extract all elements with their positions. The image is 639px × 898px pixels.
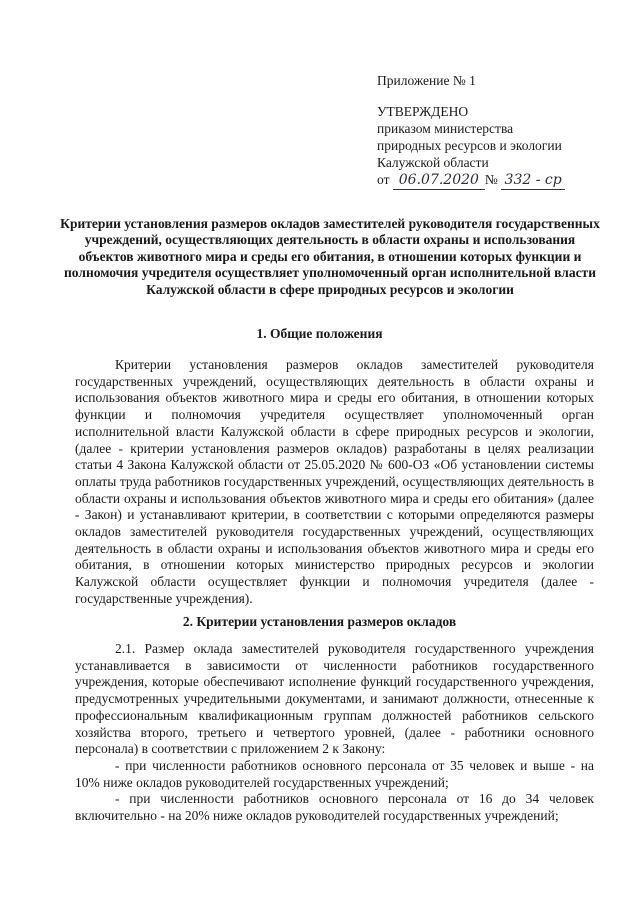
approval-line: Калужской области	[377, 155, 489, 170]
approved-label: УТВЕРЖДЕНО	[377, 104, 469, 119]
section-heading: 2. Критерии установления размеров окладов	[182, 614, 457, 629]
from-label: от	[377, 172, 390, 187]
approval-line: приказом министерства	[377, 121, 514, 136]
criteria-bullet: - при численности работников основного персонала от 16 до 34 человек включительно - на 20% ниже окладов руководителей государственных учреждений;	[75, 791, 594, 824]
order-date-number	[377, 171, 617, 190]
number-label: №	[484, 172, 498, 187]
section-paragraph: 2.1. Размер оклада заместителей руководителя государственного учреждения устанавливается в зависимости от численности работников государственного учреждения, которые обеспечивают исполнение функций государственного учреждения, предусмотренных учредительными документами, и занимают должности, отнесенные к профессиональным квалификационным группам должностей работников сельского хозяйства второго, третьего и четвертого уровней, (далее - работники основного персонала) в соответствии с приложением 2 к Закону:	[75, 641, 594, 757]
handwritten-number: 332 - ср	[501, 172, 565, 190]
criteria-bullet: - при численности работников основного персонала от 35 человек и выше - на 10% ниже окладов руководителей государственных учреждений;	[75, 757, 594, 790]
section-paragraph: Критерии установления размеров окладов заместителей руководителя государственных учреждений, осуществляющих деятельность в области охраны и использования объектов животного мира и среды его обитания, в отношении которых функции и полномочия учредителя осуществляет уполномоченный орган исполнительной власти Калужской области в сфере природных ресурсов и экологии, (далее - критерии установления размеров окладов) разработаны в целях реализации статьи 4 Закона Калужской области от 25.05.2020 № 600-ОЗ «Об установлении системы оплаты труда работников государственных учреждений, осуществляющих деятельность в области охраны и использования объектов животного мира и среды его обитания» (далее - Закон) и устанавливают критерии, в соответствии с которыми определяются размеры окладов заместителей руководителя государственных учреждений, осуществляющих деятельность в области охраны и использования объектов животного мира и среды его обитания, в отношении которых министерство природных ресурсов и экологии Калужской области осуществляет функции и полномочия учредителя (далее - государственные учреждения).	[75, 357, 594, 606]
document-title: Критерии установления размеров окладов заместителей руководителя государственных учреждений, осуществляющих деятельность в области охраны и использования объектов животного мира и среды его обитания, в отношении которых функции и полномочия учредителя осуществляет уполномоченный орган исполнительной власти Калужской области в сфере природных ресурсов и экологии	[60, 216, 600, 297]
appendix-label: Приложение № 1	[377, 73, 476, 88]
approval-block	[377, 72, 617, 190]
handwritten-date: 06.07.2020	[393, 172, 485, 190]
section-heading: 1. Общие положения	[256, 326, 383, 341]
approval-line: природных ресурсов и экологии	[377, 138, 562, 153]
section-body	[75, 641, 594, 825]
